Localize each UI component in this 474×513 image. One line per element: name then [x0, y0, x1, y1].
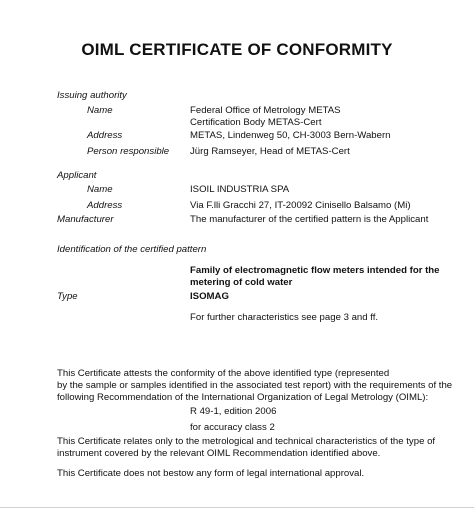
- page-bottom-rule: [0, 507, 474, 508]
- accuracy-class: for accuracy class 2: [190, 422, 275, 433]
- person-responsible-label: Person responsible: [87, 146, 170, 157]
- attestation-line1: This Certificate attests the conformity of the above identified type (represented: [57, 368, 390, 379]
- pattern-family-line2: metering of cold water: [190, 277, 293, 288]
- relates-line1: This Certificate relates only to the metrological and technical characteristics of the type of: [57, 436, 436, 447]
- approval-disclaimer: This Certificate does not bestow any form of legal international approval.: [57, 468, 365, 479]
- applicant-address-value: Via F.lli Gracchi 27, IT-20092 Cinisello Balsamo (Mi): [190, 200, 411, 211]
- applicant-name-value: ISOIL INDUSTRIA SPA: [190, 184, 290, 195]
- applicant-address-label: Address: [87, 200, 123, 211]
- issuer-name-line1: Federal Office of Metrology METAS: [190, 105, 341, 116]
- recommendation-reference: R 49-1, edition 2006: [190, 406, 277, 417]
- manufacturer-label: Manufacturer: [57, 214, 114, 225]
- manufacturer-value: The manufacturer of the certified pattern is the Applicant: [190, 214, 429, 225]
- issuing-authority-heading: Issuing authority: [57, 90, 127, 101]
- issuer-name-line2: Certification Body METAS-Cert: [190, 117, 322, 128]
- issuer-address-label: Address: [87, 130, 123, 141]
- applicant-heading: Applicant: [57, 170, 97, 181]
- issuer-name-label: Name: [87, 105, 113, 116]
- relates-line2: instrument covered by the relevant OIML Recommendation identified above.: [57, 448, 381, 459]
- person-responsible-value: Jürg Ramseyer, Head of METAS-Cert: [190, 146, 350, 157]
- issuer-address-value: METAS, Lindenweg 50, CH-3003 Bern-Wabern: [190, 130, 391, 141]
- attestation-line2: by the sample or samples identified in the associated test report) with the requirements of the: [57, 380, 453, 391]
- page-title: OIML CERTIFICATE OF CONFORMITY: [81, 40, 393, 59]
- pattern-family-line1: Family of electromagnetic flow meters intended for the: [190, 265, 440, 276]
- applicant-name-label: Name: [87, 184, 113, 195]
- characteristics-note: For further characteristics see page 3 and ff.: [190, 312, 379, 323]
- type-value: ISOMAG: [190, 291, 229, 302]
- attestation-line3: following Recommendation of the International Organization of Legal Metrology (OIML):: [57, 392, 429, 403]
- pattern-heading: Identification of the certified pattern: [57, 244, 207, 255]
- type-label: Type: [57, 291, 78, 302]
